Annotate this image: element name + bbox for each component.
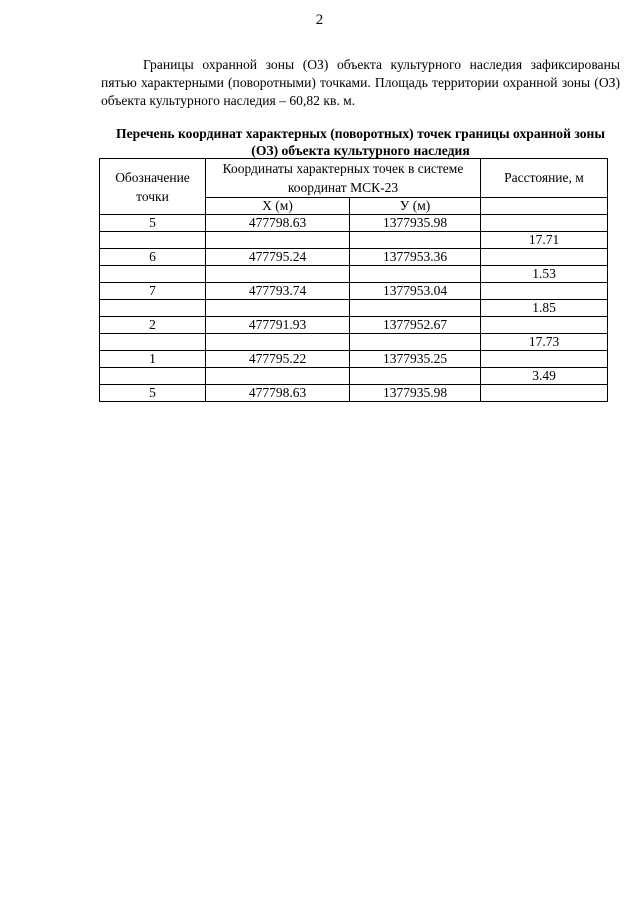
- x-cell: [206, 368, 350, 385]
- point-cell: 5: [100, 385, 206, 402]
- point-cell: 2: [100, 317, 206, 334]
- x-cell: 477793.74: [206, 283, 350, 300]
- y-cell: [350, 266, 481, 283]
- header-distance-empty: [481, 198, 608, 215]
- y-cell: 1377935.98: [350, 385, 481, 402]
- y-cell: [350, 334, 481, 351]
- header-point: Обозначение точки: [100, 159, 206, 215]
- point-cell: [100, 300, 206, 317]
- distance-cell: 1.53: [481, 266, 608, 283]
- y-cell: 1377953.04: [350, 283, 481, 300]
- point-row: [100, 283, 608, 300]
- point-cell: [100, 266, 206, 283]
- distance-cell: 3.49: [481, 368, 608, 385]
- coordinates-table: [99, 158, 608, 402]
- distance-cell: [481, 351, 608, 368]
- x-cell: [206, 266, 350, 283]
- distance-row: [100, 232, 608, 249]
- y-cell: [350, 368, 481, 385]
- distance-cell: [481, 317, 608, 334]
- point-cell: [100, 232, 206, 249]
- point-cell: [100, 334, 206, 351]
- header-coordinates: Координаты характерных точек в системе координат МСК-23: [206, 159, 481, 198]
- y-cell: 1377952.67: [350, 317, 481, 334]
- distance-row: [100, 266, 608, 283]
- y-cell: [350, 232, 481, 249]
- point-cell: 7: [100, 283, 206, 300]
- point-cell: 6: [100, 249, 206, 266]
- point-row: [100, 215, 608, 232]
- distance-cell: [481, 283, 608, 300]
- x-cell: 477795.24: [206, 249, 350, 266]
- x-cell: 477798.63: [206, 385, 350, 402]
- point-cell: [100, 368, 206, 385]
- header-x: X (м): [206, 198, 350, 215]
- page-number: 2: [315, 12, 324, 28]
- distance-row: [100, 368, 608, 385]
- distance-row: [100, 334, 608, 351]
- y-cell: 1377953.36: [350, 249, 481, 266]
- y-cell: 1377935.25: [350, 351, 481, 368]
- distance-row: [100, 300, 608, 317]
- table-title: Перечень координат характерных (поворотных) точек границы охранной зоны (ОЗ) объекта культурного наследия: [116, 126, 605, 158]
- zone-description-paragraph: Границы охранной зоны (ОЗ) объекта культурного наследия зафиксированы пятью характерными (поворотными) точками. Площадь территории охранной зоны (ОЗ) объекта культурного наследия – 60,82 кв. м.: [101, 57, 620, 108]
- x-cell: [206, 232, 350, 249]
- x-cell: [206, 300, 350, 317]
- distance-cell: 17.73: [481, 334, 608, 351]
- y-cell: [350, 300, 481, 317]
- distance-cell: [481, 385, 608, 402]
- distance-cell: [481, 249, 608, 266]
- point-cell: 5: [100, 215, 206, 232]
- point-row: [100, 385, 608, 402]
- point-row: [100, 317, 608, 334]
- y-cell: 1377935.98: [350, 215, 481, 232]
- x-cell: 477791.93: [206, 317, 350, 334]
- header-y: У (м): [350, 198, 481, 215]
- x-cell: 477795.22: [206, 351, 350, 368]
- distance-cell: [481, 215, 608, 232]
- x-cell: [206, 334, 350, 351]
- distance-cell: 17.71: [481, 232, 608, 249]
- point-cell: 1: [100, 351, 206, 368]
- header-distance: Расстояние, м: [481, 159, 608, 198]
- point-row: [100, 351, 608, 368]
- point-row: [100, 249, 608, 266]
- distance-cell: 1.85: [481, 300, 608, 317]
- x-cell: 477798.63: [206, 215, 350, 232]
